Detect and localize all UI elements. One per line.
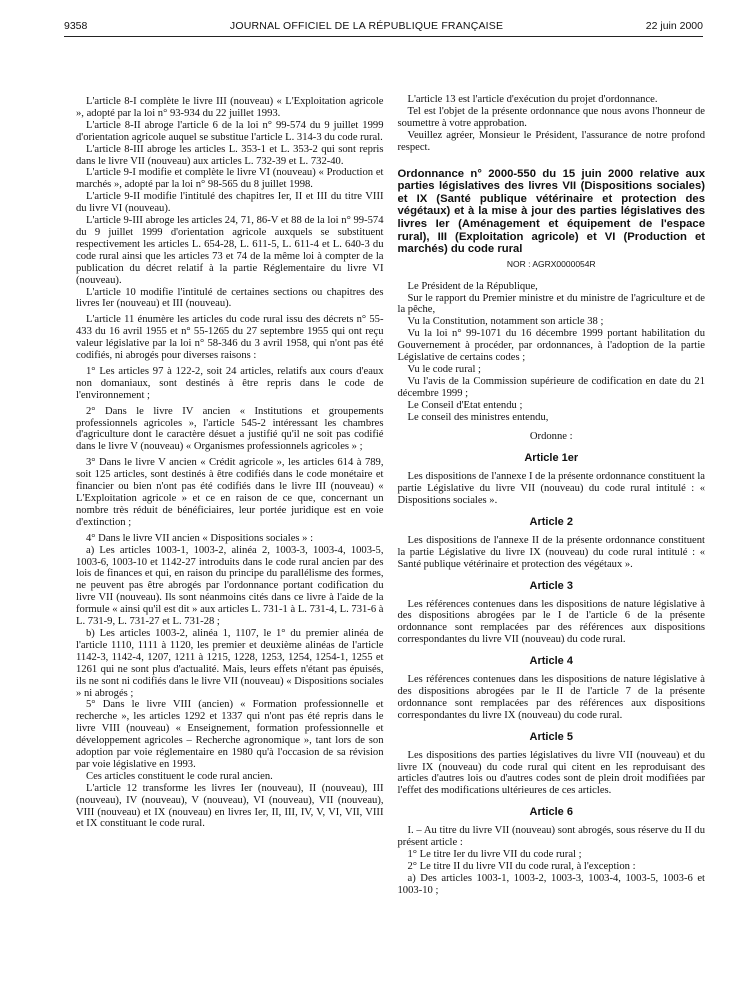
- paragraph: 2° Dans le livre IV ancien « Institutions et groupements professionnels agricoles », l'article 545-2 intéressant les chambres d'agriculture dont le caractère désuet a justifié qu'il ne soit pas codifié dans le livre V (nouveau) « Organismes professionnels agricoles » ;: [76, 405, 384, 453]
- preamble-line: Le conseil des ministres entendu,: [407, 411, 549, 423]
- preamble-line: Vu le code rural ;: [407, 363, 481, 375]
- paragraph: b) Les articles 1003-2, alinéa 1, 1107, le 1° du premier alinéa de l'article 1110, 1111 à 1120, les premier et deuxième alinéas de l'article 1142-3, 1142-4, 1207, 1211 à 1215, 1228, 1253, 1254, 1254-1, 1255 et 1261 qui ne sont plus d'actualité. Mais, leurs effets n'étant pas épuisés, ils ne sont ni codifiés dans le livre VII (nouveau) « Dispositions sociales » ni abrogés ;: [76, 627, 384, 699]
- article-text: Les dispositions de l'annexe II de la présente ordonnance constituent la partie Législative du livre IX (nouveau) du code rural intitulé : « Santé publique vétérinaire et protection des végétaux ».: [397, 534, 705, 570]
- paragraph: 4° Dans le livre VII ancien « Dispositions sociales » :: [86, 532, 314, 544]
- preamble-line: Sur le rapport du Premier ministre et du ministre de l'agriculture et de la pêche,: [397, 292, 705, 316]
- right-column: [398, 94, 706, 897]
- paragraph: Ces articles constituent le code rural ancien.: [86, 770, 273, 782]
- page-number: 9358: [64, 20, 88, 32]
- preamble-line: Vu la Constitution, notamment son article 38 ;: [407, 316, 604, 328]
- paragraph: L'article 11 énumère les articles du code rural issu des décrets n° 55-433 du 16 avril 1955 et n° 55-1265 du 27 septembre 1955 qui ont reçu valeur législative par la loi n° 58-346 du 3 avril 1958, qui n'ont pas été codifiés, ni abrogés pour diverses raisons :: [76, 314, 384, 362]
- paragraph: L'article 9-III abroge les articles 24, 71, 86-V et 88 de la loi n° 99-574 du 9 juillet 1999 d'orientation agricole auxquels se substituent respectivement les articles L. 654-28, L. 611-5, L. 611-4 et L. 640-3 du code rural ainsi que les articles 73 et 74 de la même loi à compter de la publication du décret relatif à la partie Réglementaire du livre VI (nouveau).: [76, 215, 384, 286]
- paragraph: Veuillez agréer, Monsieur le Président, l'assurance de notre profond respect.: [397, 129, 705, 153]
- paragraph: Tel est l'objet de la présente ordonnance que nous avons l'honneur de soumettre à votre approbation.: [397, 105, 705, 129]
- paragraph: L'article 9-II modifie l'intitulé des chapitres Ier, II et III du titre VIII du livre VI (nouveau).: [76, 191, 384, 215]
- preamble-line: Le Conseil d'Etat entendu ;: [407, 399, 523, 411]
- paragraph: a) Les articles 1003-1, 1003-2, alinéa 2, 1003-3, 1003-4, 1003-5, 1003-6, 1003-10 et 1142-27 introduits dans le code rural ancien par des lois de finances et qui, en raison du principe du parallélisme des formes, ne peuvent pas être abrogés par l'ordonnance portant codification du livre VII (nouveau). Ils sont néanmoins cités dans ce livre à l'aide de la formule « ainsi qu'il est dit » aux articles L. 731-1 à L. 731-4, L. 731-6 à L. 731-9, L. 731-27 et L. 731-28 ;: [76, 544, 384, 628]
- paragraph: L'article 8-III abroge les articles L. 353-1 et L. 353-2 qui sont repris dans le livre VII (nouveau) aux articles L. 732-39 et L. 732-40.: [76, 143, 384, 167]
- ordonnance-title: Ordonnance n° 2000-550 du 15 juin 2000 relative aux parties législatives des livres VII (Dispositions sociales) et IX (Santé publique vétérinaire et protection des végétaux) et à la mise à jour des parties législatives des livres Ier (Aménagement et équipement de l'espace rural), III (Exploitation agricole) et VI (Production et marchés) du code rural: [397, 167, 705, 256]
- article-text: 1° Le titre Ier du livre VII du code rural ;: [407, 848, 582, 860]
- preamble-line: Vu l'avis de la Commission supérieure de codification en date du 21 décembre 1999 ;: [397, 375, 705, 399]
- article-heading: Article 4: [529, 655, 573, 668]
- article-heading: Article 5: [529, 730, 573, 743]
- two-column-body: [76, 96, 705, 897]
- left-column: [76, 96, 384, 897]
- issue-date: 22 juin 2000: [645, 20, 703, 32]
- article-text: 2° Le titre II du livre VII du code rural, à l'exception :: [407, 860, 636, 872]
- article-heading: Article 3: [529, 579, 573, 592]
- article-text: Les dispositions de l'annexe I de la présente ordonnance constituent la partie Législative du livre VII (nouveau) du code rural intitulé : « Dispositions sociales ».: [397, 471, 705, 507]
- article-heading: Article 2: [529, 516, 573, 528]
- preamble-line: Le Président de la République,: [407, 280, 538, 292]
- article-text: a) Des articles 1003-1, 1003-2, 1003-3, 1003-4, 1003-5, 1003-6 et 1003-10 ;: [397, 872, 705, 896]
- paragraph: L'article 10 modifie l'intitulé de certaines sections ou chapitres des livres Ier (nouveau) et III (nouveau).: [76, 286, 384, 310]
- paragraph: L'article 13 est l'article d'exécution du projet d'ordonnance.: [407, 94, 658, 105]
- article-text: Les références contenues dans les dispositions de nature législative à des dispositions abrogées par le I de l'article 6 de la présente ordonnance sont remplacées par des références aux dispositions correspondantes du livre VII (nouveau) du code rural.: [397, 598, 705, 646]
- article-text: Les dispositions des parties législatives du livre VII (nouveau) et du livre IX (nouveau) du code rural qui citent en les reproduisant des articles d'autres lois ou d'autres codes sont de plein droit modifiées par l'effet des modifications ultérieures de ces articles.: [397, 749, 705, 797]
- paragraph: L'article 12 transforme les livres Ier (nouveau), II (nouveau), III (nouveau), IV (nouveau), V (nouveau), VI (nouveau), VII (nouveau), VIII (nouveau) et IX (nouveau) en livres Ier, II, III, IV, V, VI, VII, VIII et IX constituant le code rural.: [76, 782, 384, 830]
- paragraph: L'article 9-I modifie et complète le livre VI (nouveau) « Production et marchés », adopté par la loi n° 98-565 du 8 juillet 1998.: [76, 167, 384, 191]
- ordonne-line: Ordonne :: [529, 431, 573, 443]
- paragraph: L'article 8-II abroge l'article 6 de la loi n° 99-574 du 9 juillet 1999 d'orientation agricole auquel se substitue l'article L. 314-3 du code rural.: [76, 119, 384, 143]
- paragraph: 5° Dans le livre VIII (ancien) « Formation professionnelle et recherche », les articles 1292 et 1337 qui n'ont pas été repris dans le livre VIII (nouveau) « Enseignement, formation professionnelle et développement agricoles – Recherche agronomique », tant lors de son adoption par voie réglementaire en 1980 qu'à l'occasion de sa révision par voie législative en 1993.: [76, 699, 384, 770]
- article-text: I. – Au titre du livre VII (nouveau) sont abrogés, sous réserve du II du présent article :: [397, 825, 705, 849]
- nor-reference: NOR : AGRX0000054R: [506, 258, 596, 269]
- page-header: [64, 20, 703, 32]
- preamble-line: Vu la loi n° 99-1071 du 16 décembre 1999 portant habilitation du Gouvernement à procéder, par ordonnances, à l'adoption de la partie Législative de certains codes ;: [397, 328, 705, 364]
- paragraph: 1° Les articles 97 à 122-2, soit 24 articles, relatifs aux cours d'eaux non domaniaux, sont destinés à être repris dans le code de l'environnement ;: [76, 365, 384, 401]
- journal-title: JOURNAL OFFICIEL DE LA RÉPUBLIQUE FRANÇAISE: [229, 20, 504, 32]
- article-text: Les références contenues dans les dispositions de nature législative à des dispositions abrogées par le II de l'article 7 de la présente ordonnance sont remplacées par des références aux dispositions correspondantes du livre IX (nouveau) du code rural.: [397, 674, 705, 721]
- article-heading: Article 6: [529, 806, 573, 819]
- paragraph: L'article 8-I complète le livre III (nouveau) « L'Exploitation agricole », adopté par la loi n° 93-934 du 22 juillet 1993.: [76, 96, 384, 119]
- article-heading: Article 1er: [524, 452, 579, 465]
- paragraph: 3° Dans le livre V ancien « Crédit agricole », les articles 614 à 789, soit 125 articles, sont destinés à être codifiés dans le code monétaire et financier ou bien n'ont pas été codifiés dans le livre III (nouveau) « L'Exploitation agricole » et ce en raison de ce que, concernant un nombre très réduit de bénéficiaires, leur portée juridique est en voie d'extinction ;: [76, 457, 384, 528]
- header-rule: [64, 36, 703, 37]
